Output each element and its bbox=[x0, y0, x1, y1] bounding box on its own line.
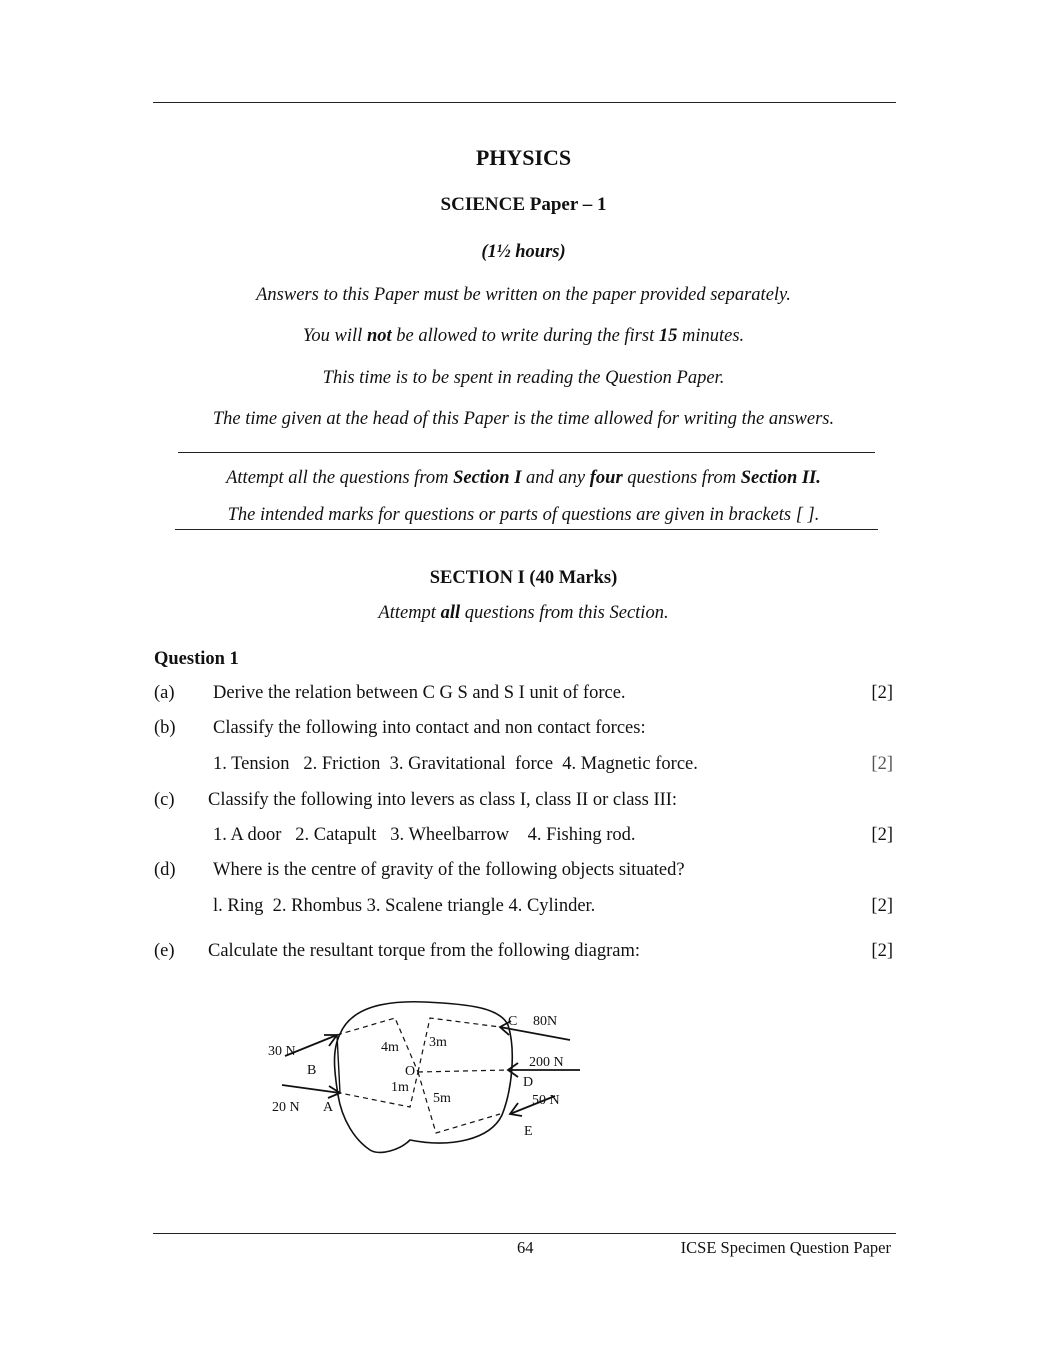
paper-subtitle: SCIENCE Paper – 1 bbox=[440, 194, 607, 215]
marks-note-underline bbox=[175, 529, 878, 530]
part-marks: [2] bbox=[871, 754, 893, 774]
page-number: 64 bbox=[517, 1238, 534, 1257]
marks-note: The intended marks for questions or parts of questions are given in brackets [ ]. bbox=[227, 505, 820, 525]
paper-duration: (1½ hours) bbox=[481, 242, 566, 262]
dist-5m-label: 5m bbox=[433, 1091, 451, 1106]
part-subitems: 1. Tension 2. Friction 3. Gravitational force 4. Magnetic force. bbox=[213, 754, 698, 774]
torque-diagram bbox=[250, 990, 600, 1165]
force-20n-label: 20 N bbox=[272, 1100, 300, 1115]
dist-4m-label: 4m bbox=[381, 1040, 399, 1055]
part-text: Derive the relation between C G S and S I unit of force. bbox=[213, 683, 626, 703]
part-label: (c) bbox=[154, 790, 175, 810]
body-edge-BA bbox=[337, 1035, 340, 1093]
point-e-label: E bbox=[524, 1124, 533, 1139]
part-label: (d) bbox=[154, 860, 176, 880]
part-marks: [2] bbox=[871, 683, 893, 703]
force-200n-label: 200 N bbox=[529, 1055, 564, 1070]
instruction-line-3: This time is to be spent in reading the Question Paper. bbox=[322, 368, 725, 388]
dist-3m-label: 3m bbox=[429, 1035, 447, 1050]
page-title: PHYSICS bbox=[475, 145, 572, 170]
part-subitems: 1. A door 2. Catapult 3. Wheelbarrow 4. Fishing rod. bbox=[213, 825, 636, 845]
part-text: Calculate the resultant torque from the following diagram: bbox=[208, 941, 641, 961]
part-marks: [2] bbox=[871, 896, 893, 916]
part-label: (b) bbox=[154, 718, 176, 738]
part-label: (a) bbox=[154, 683, 175, 703]
point-d-label: D bbox=[523, 1075, 534, 1090]
part-text: Where is the centre of gravity of the following objects situated? bbox=[213, 860, 685, 880]
point-o-label: O bbox=[405, 1064, 416, 1079]
force-50n-label: 50 N bbox=[532, 1093, 560, 1108]
part-text: Classify the following into contact and non contact forces: bbox=[213, 718, 646, 738]
attempt-instruction: Attempt all the questions from Section I and any four questions from Section II. bbox=[226, 468, 821, 488]
part-marks: [2] bbox=[871, 941, 893, 961]
footer-source: ICSE Specimen Question Paper bbox=[680, 1238, 891, 1257]
part-marks: [2] bbox=[871, 825, 893, 845]
instructions-divider bbox=[178, 452, 875, 453]
part-text: Classify the following into levers as class I, class II or class III: bbox=[208, 790, 678, 810]
instruction-line-1: Answers to this Paper must be written on the paper provided separately. bbox=[256, 285, 791, 305]
part-subitems: l. Ring 2. Rhombus 3. Scalene triangle 4. Cylinder. bbox=[213, 896, 596, 916]
question-heading: Question 1 bbox=[154, 649, 239, 669]
point-c-label: C bbox=[508, 1014, 518, 1029]
instruction-line-2: You will not be allowed to write during the first 15 minutes. bbox=[302, 326, 745, 346]
top-rule bbox=[153, 102, 896, 103]
point-b-label: B bbox=[307, 1063, 317, 1078]
force-80n-label: 80N bbox=[533, 1014, 558, 1029]
dist-1m-label: 1m bbox=[391, 1080, 409, 1095]
dashed-lines bbox=[337, 1018, 508, 1133]
body-outline bbox=[335, 1002, 513, 1153]
part-label: (e) bbox=[154, 941, 175, 961]
force-30n-label: 30 N bbox=[268, 1044, 296, 1059]
footer-rule bbox=[153, 1233, 896, 1234]
instruction-line-4: The time given at the head of this Paper is the time allowed for writing the answers. bbox=[212, 409, 835, 429]
section-note: Attempt all questions from this Section. bbox=[378, 603, 669, 623]
point-a-label: A bbox=[323, 1100, 334, 1115]
section-title: SECTION I (40 Marks) bbox=[429, 568, 618, 588]
